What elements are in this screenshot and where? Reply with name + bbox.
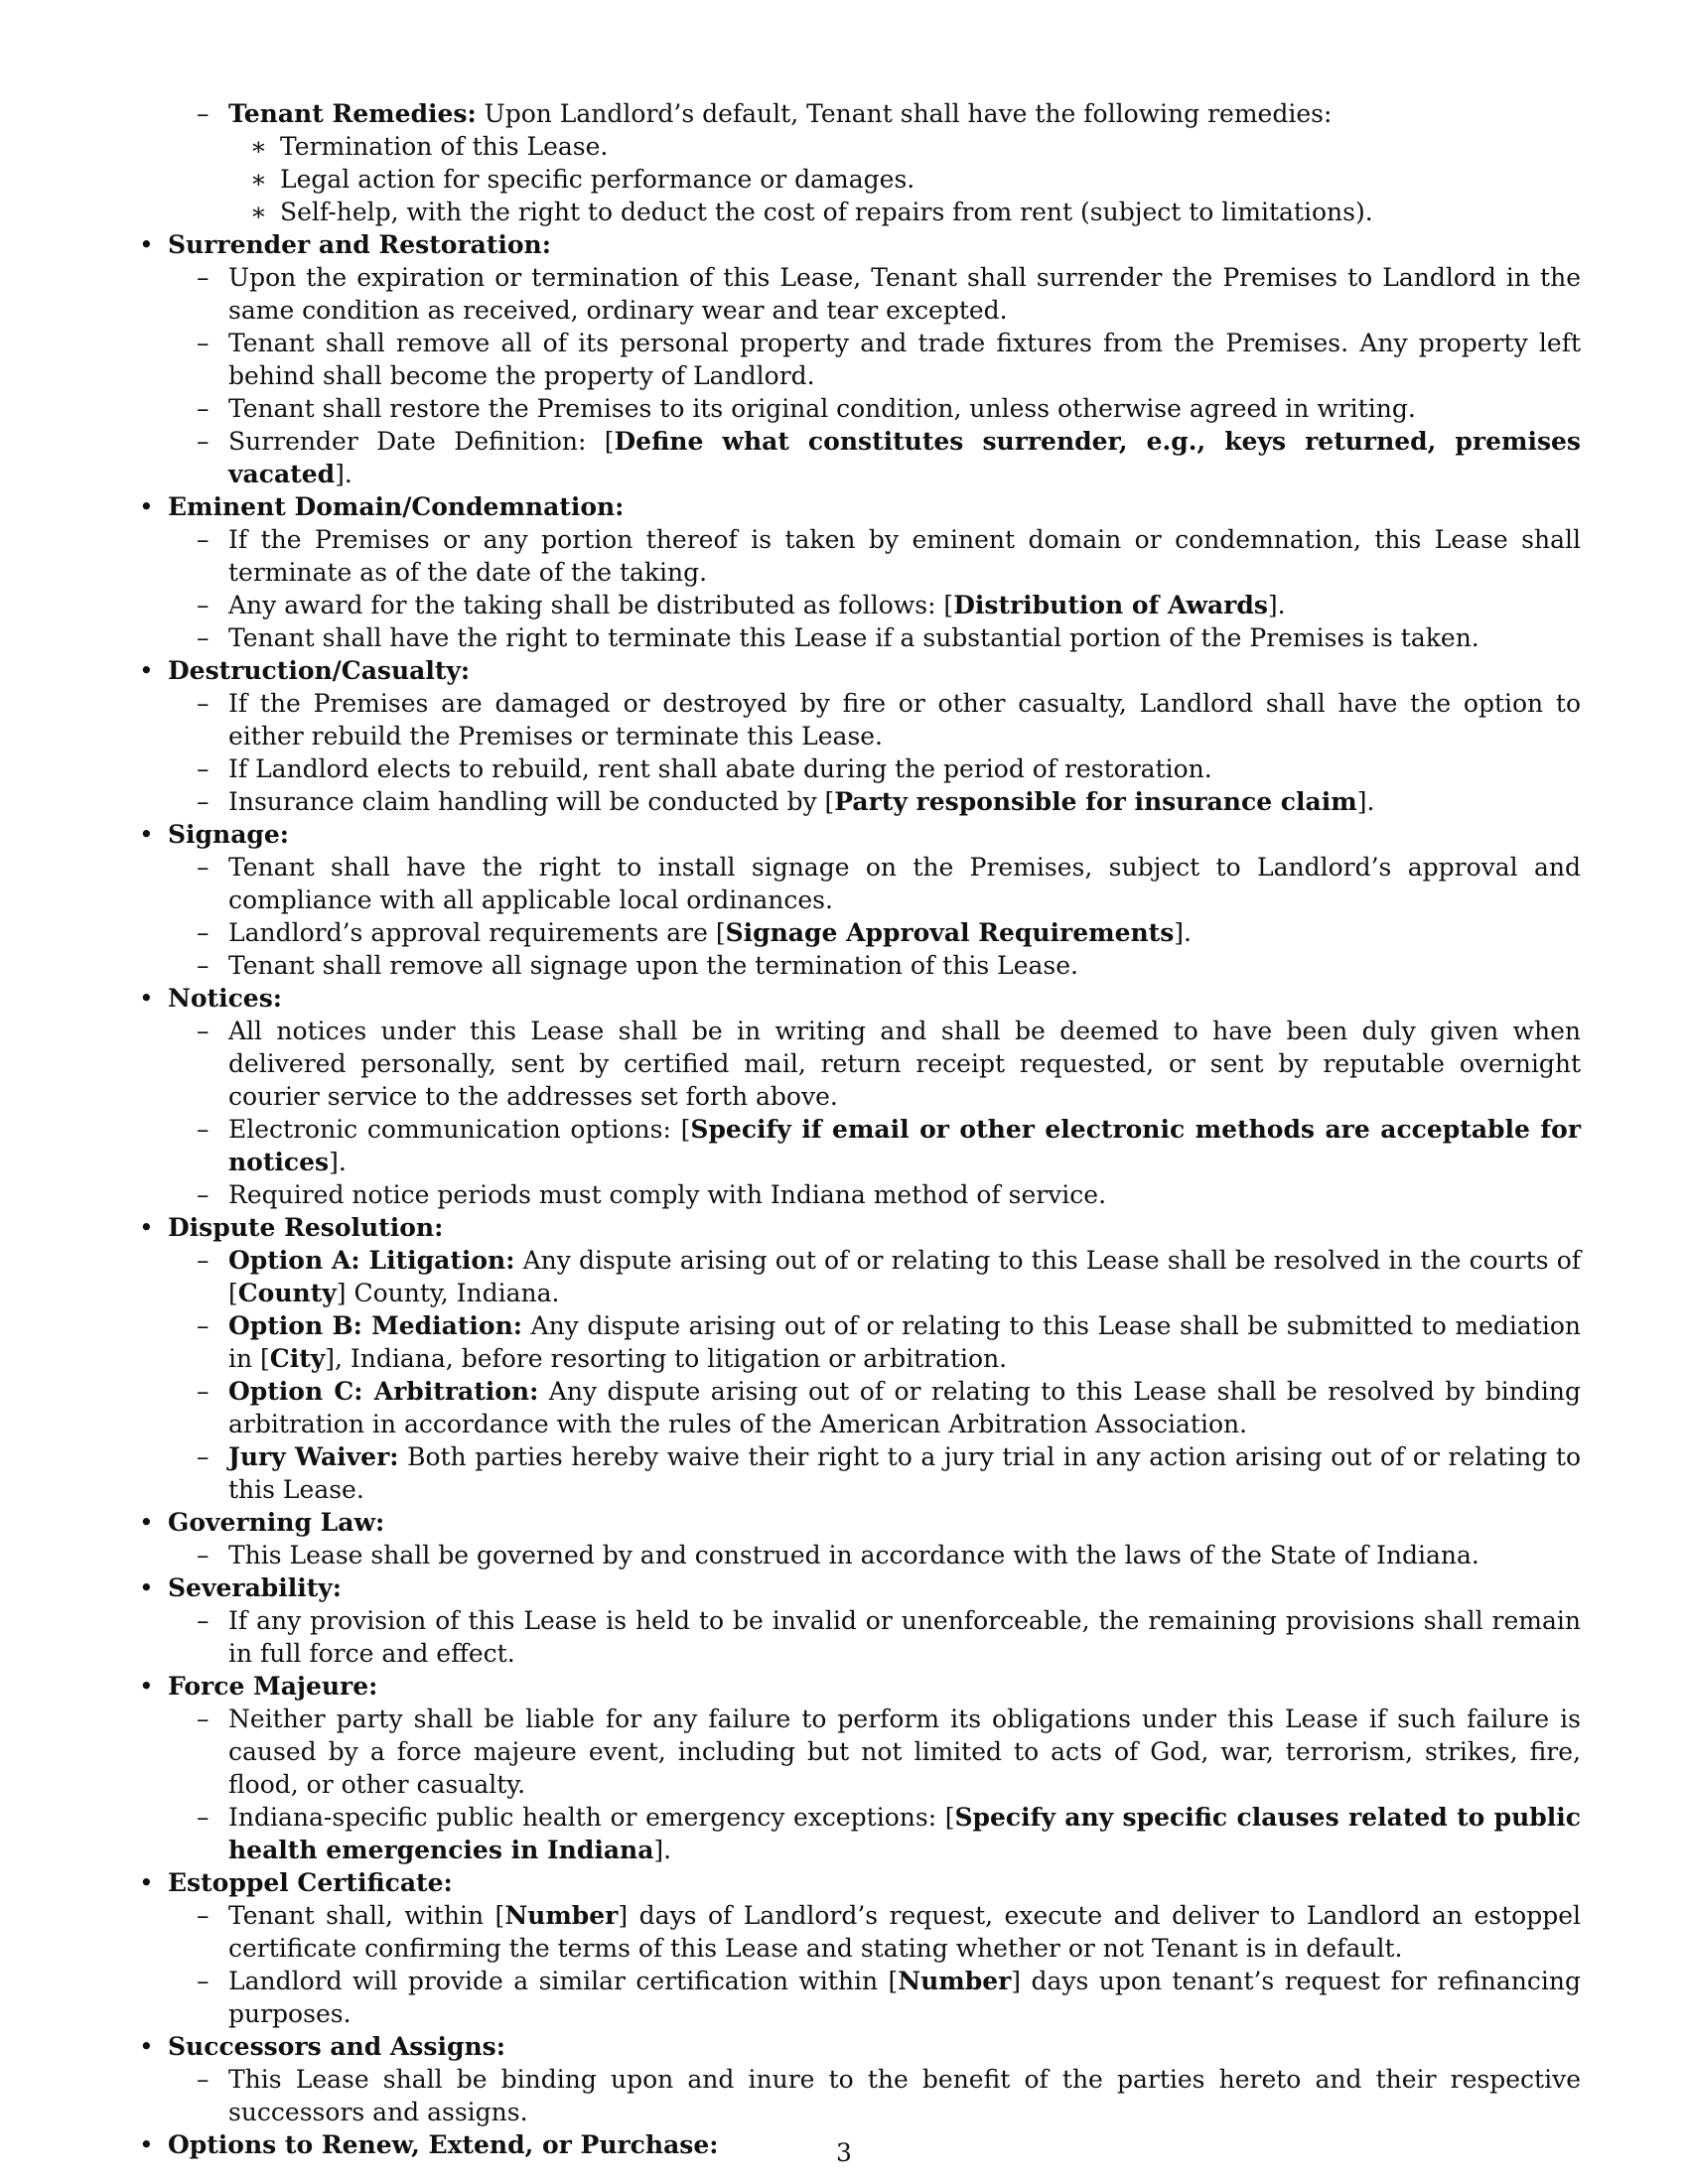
list-item [139, 1801, 1581, 1866]
list-item [139, 327, 1581, 392]
dash-bullet: – [197, 1541, 210, 1570]
asterisk-bullet: ∗ [250, 165, 267, 194]
placeholder-field: Distribution of Awards [953, 591, 1268, 619]
dash-bullet: – [197, 525, 210, 554]
list-item [139, 425, 1581, 490]
section-signage [139, 818, 1581, 851]
list-item [139, 785, 1581, 818]
dash-bullet: – [197, 1967, 210, 1995]
asterisk-bullet: ∗ [250, 132, 267, 161]
list-item [139, 392, 1581, 425]
dash-bullet: – [197, 99, 210, 128]
section-title: Estoppel Certificate: [168, 1868, 453, 1897]
item-text: Tenant shall, within [ [228, 1901, 505, 1930]
section-eminent-domain [139, 490, 1581, 523]
placeholder-field: Number [504, 1901, 619, 1930]
list-item [139, 752, 1581, 785]
list-item [139, 949, 1581, 982]
section-severability [139, 1571, 1581, 1604]
bullet: • [139, 230, 154, 259]
item-text: All notices under this Lease shall be in writing and shall be deemed to have been duly given when delivered personally, sent by certified mail, return receipt requested, or sent by reputable overnight courier service to the addresses set forth above. [228, 1017, 1581, 1111]
item-text: Tenant shall remove all of its personal property and trade fixtures from the Premises. Any property left behind shall become the property of Landlord. [228, 329, 1581, 390]
list-item [139, 1113, 1581, 1178]
dash-bullet: – [197, 623, 210, 652]
item-text: ]. [329, 1148, 347, 1176]
list-item [139, 916, 1581, 949]
dash-bullet: – [197, 1115, 210, 1144]
remedy-text: Termination of this Lease. [280, 132, 609, 161]
bullet: • [139, 2032, 154, 2061]
dash-bullet: – [197, 1803, 210, 1832]
dash-bullet: – [197, 1606, 210, 1635]
list-item [139, 1178, 1581, 1211]
dash-bullet: – [197, 394, 210, 423]
remedy-text: Self-help, with the right to deduct the cost of repairs from rent (subject to limitations). [280, 198, 1373, 226]
bullet: • [139, 820, 154, 849]
placeholder-field: Specify if email or other electronic methods are acceptable for notices [228, 1115, 1581, 1176]
section-dispute-resolution [139, 1211, 1581, 1244]
dash-bullet: – [197, 754, 210, 783]
section-estoppel [139, 1866, 1581, 1899]
page-number: 3 [836, 2138, 852, 2167]
bullet: • [139, 984, 154, 1013]
list-item [139, 851, 1581, 916]
placeholder-field: Specify any specific clauses related to public health emergencies in Indiana [228, 1803, 1582, 1864]
section-successors [139, 2030, 1581, 2063]
item-text: Required notice periods must comply with Indiana method of service. [228, 1180, 1107, 1209]
item-text: Upon the expiration or termination of this Lease, Tenant shall surrender the Premises to Landlord in the same condition as received, ordinary wear and tear excepted. [228, 263, 1581, 325]
section-force-majeure [139, 1670, 1581, 1703]
bullet: • [139, 1213, 154, 1242]
list-item [139, 1899, 1581, 1965]
placeholder-field: City [269, 1344, 326, 1373]
section-surrender [139, 228, 1581, 261]
option-label: Option B: Mediation: [228, 1311, 522, 1340]
dash-bullet: – [197, 1377, 210, 1406]
section-title: Successors and Assigns: [168, 2032, 505, 2061]
dash-bullet: – [197, 2065, 210, 2094]
item-text: ] days upon tenant’s request for refinancing purposes. [228, 1967, 1581, 2028]
item-text: Surrender Date Definition: [ [228, 427, 615, 456]
item-text: If Landlord elects to rebuild, rent shall abate during the period of restoration. [228, 754, 1212, 783]
item-text: ] days of Landlord’s request, execute and deliver to Landlord an estoppel certificate confirming the terms of this Lease and stating whether or not Tenant is in default. [228, 1901, 1581, 1963]
bullet: • [139, 1868, 154, 1897]
section-title: Dispute Resolution: [168, 1213, 444, 1242]
list-item [139, 1309, 1581, 1375]
item-text: If any provision of this Lease is held to be invalid or unenforceable, the remaining provisions shall remain in full force and effect. [228, 1606, 1581, 1668]
dash-bullet: – [197, 1901, 210, 1930]
bullet: • [139, 1573, 154, 1602]
item-text: Tenant shall have the right to terminate this Lease if a substantial portion of the Premises is taken. [228, 623, 1479, 652]
dash-bullet: – [197, 1442, 210, 1471]
dash-bullet: – [197, 1017, 210, 1045]
placeholder-field: Define what constitutes surrender, e.g., keys returned, premises vacated [228, 427, 1581, 488]
placeholder-field: County [237, 1279, 337, 1307]
section-destruction [139, 654, 1581, 687]
dash-bullet: – [197, 787, 210, 816]
item-text: Any dispute arising out of or relating to this Lease shall be submitted to mediation in [ [228, 1311, 1581, 1373]
section-title: Force Majeure: [168, 1672, 378, 1701]
item-text: ]. [335, 460, 352, 488]
list-item [139, 589, 1581, 621]
dash-bullet: – [197, 1311, 210, 1340]
item-text: If the Premises are damaged or destroyed by fire or other casualty, Landlord shall have the option to either rebuild the Premises or terminate this Lease. [228, 689, 1581, 751]
item-text: Tenant shall have the right to install signage on the Premises, subject to Landlord’s approval and compliance with all applicable local ordinances. [228, 853, 1581, 914]
section-notices [139, 982, 1581, 1015]
bullet: • [139, 656, 154, 685]
item-text: ], Indiana, before resorting to litigation or arbitration. [325, 1344, 1008, 1373]
remedy-text: Legal action for specific performance or damages. [280, 165, 915, 194]
bullet: • [139, 2130, 154, 2159]
item-text: Any award for the taking shall be distributed as follows: [ [228, 591, 954, 619]
list-item [139, 1440, 1581, 1506]
section-title: Notices: [168, 984, 283, 1013]
item-text: Any dispute arising out of or relating to this Lease shall be resolved in the courts of [ [228, 1246, 1581, 1307]
list-item [139, 1375, 1581, 1440]
list-item [139, 1539, 1581, 1571]
asterisk-bullet: ∗ [250, 198, 267, 226]
item-text: Tenant shall restore the Premises to its original condition, unless otherwise agreed in writing. [228, 394, 1416, 423]
dash-bullet: – [197, 853, 210, 882]
list-item [139, 1703, 1581, 1801]
bullet: • [139, 1508, 154, 1537]
section-title: Eminent Domain/Condemnation: [168, 492, 625, 521]
item-text: Tenant shall remove all signage upon the termination of this Lease. [228, 951, 1078, 980]
item-text: ] County, Indiana. [336, 1279, 560, 1307]
section-governing-law [139, 1506, 1581, 1539]
list-item [139, 523, 1581, 589]
option-label: Jury Waiver: [228, 1442, 399, 1471]
placeholder-field: Number [898, 1967, 1012, 1995]
item-text: Both parties hereby waive their right to a jury trial in any action arising out of or relating to this Lease. [228, 1442, 1581, 1504]
dash-bullet: – [197, 427, 210, 456]
item-text: ]. [1356, 787, 1375, 816]
dash-bullet: – [197, 1705, 210, 1733]
section-title: Severability: [168, 1573, 343, 1602]
section-title: Surrender and Restoration: [168, 230, 551, 259]
tenant-remedies-label: Tenant Remedies: [228, 99, 477, 128]
tenant-remedies-text: Upon Landlord’s default, Tenant shall have the following remedies: [476, 99, 1333, 128]
option-label: Option C: Arbitration: [228, 1377, 539, 1406]
dash-bullet: – [197, 1180, 210, 1209]
remedy-item [139, 163, 1581, 196]
section-title: Signage: [168, 820, 290, 849]
list-item [139, 1244, 1581, 1309]
dash-bullet: – [197, 591, 210, 619]
item-text: Landlord will provide a similar certification within [ [228, 1967, 899, 1995]
bullet: • [139, 492, 154, 521]
lease-content [139, 97, 1581, 2161]
option-label: Option A: Litigation: [228, 1246, 515, 1275]
list-item [139, 1015, 1581, 1113]
placeholder-field: Signage Approval Requirements [725, 918, 1175, 947]
dash-bullet: – [197, 263, 210, 292]
list-item [139, 687, 1581, 752]
dash-bullet: – [197, 951, 210, 980]
list-item [139, 621, 1581, 654]
item-text: Indiana-specific public health or emergency exceptions: [ [228, 1803, 955, 1832]
placeholder-field: Party responsible for insurance claim [834, 787, 1357, 816]
item-text: Any dispute arising out of or relating to this Lease shall be resolved by binding arbitration in accordance with the rules of the American Arbitration Association. [228, 1377, 1581, 1438]
item-text: This Lease shall be binding upon and inure to the benefit of the parties hereto and their respective successors and assigns. [228, 2065, 1581, 2126]
item-text: This Lease shall be governed by and construed in accordance with the laws of the State of Indiana. [228, 1541, 1479, 1570]
section-title: Options to Renew, Extend, or Purchase: [168, 2130, 719, 2159]
remedy-item [139, 196, 1581, 228]
section-title: Destruction/Casualty: [168, 656, 471, 685]
bullet: • [139, 1672, 154, 1701]
list-item [139, 1965, 1581, 2030]
remedy-item [139, 130, 1581, 163]
item-text: ]. [653, 1836, 672, 1864]
dash-bullet: – [197, 1246, 210, 1275]
item-text: Insurance claim handling will be conducted by [ [228, 787, 835, 816]
list-item [139, 2063, 1581, 2128]
list-item [139, 1604, 1581, 1670]
tenant-remedies-item [139, 97, 1581, 130]
item-text: ]. [1267, 591, 1286, 619]
list-item [139, 261, 1581, 327]
dash-bullet: – [197, 689, 210, 718]
dash-bullet: – [197, 329, 210, 357]
item-text: Landlord’s approval requirements are [ [228, 918, 726, 947]
item-text: Electronic communication options: [ [228, 1115, 691, 1144]
item-text: Neither party shall be liable for any failure to perform its obligations under this Lease if such failure is caused by a force majeure event, including but not limited to acts of God, war, terrorism, strikes, fire, flood, or other casualty. [228, 1705, 1581, 1799]
item-text: ]. [1174, 918, 1192, 947]
dash-bullet: – [197, 918, 210, 947]
item-text: If the Premises or any portion thereof is taken by eminent domain or condemnation, this Lease shall terminate as of the date of the taking. [228, 525, 1581, 587]
section-title: Governing Law: [168, 1508, 385, 1537]
